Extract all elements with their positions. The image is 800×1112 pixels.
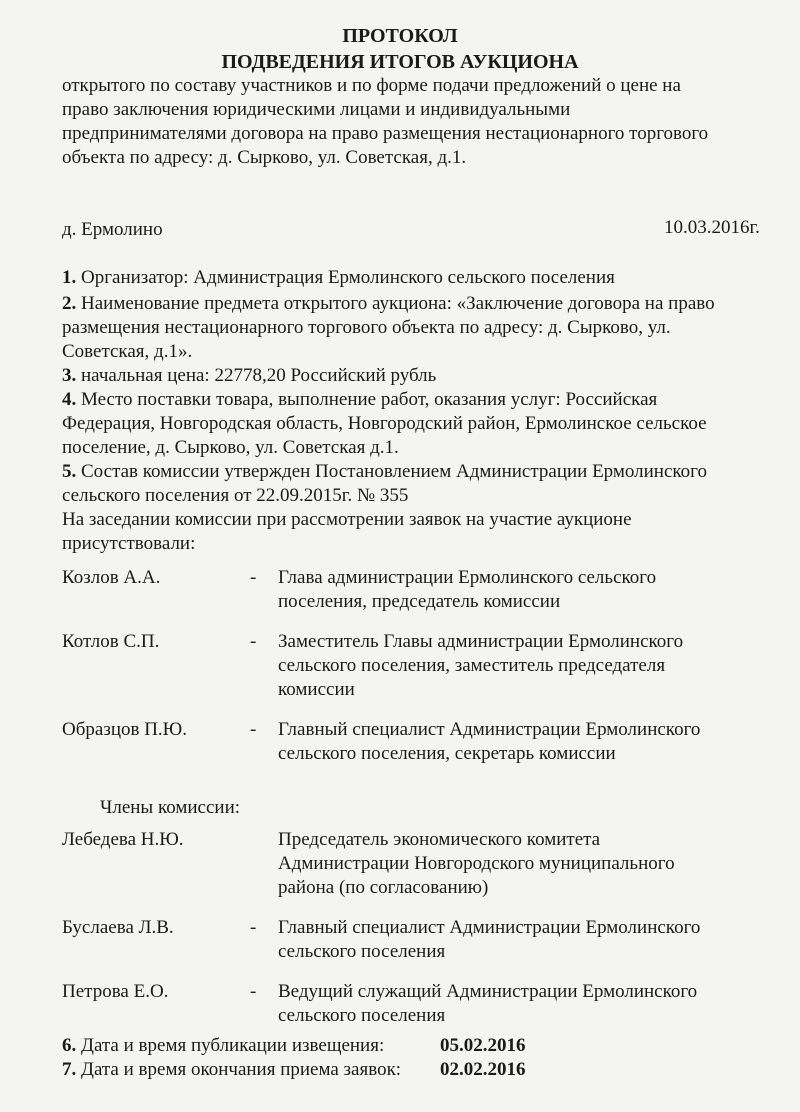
item-number: 3. bbox=[62, 365, 77, 386]
item-label: Дата и время публикации извещения: bbox=[76, 1035, 385, 1056]
item-text: Место поставки товара, выполнение работ, оказания услуг: Российская bbox=[76, 389, 658, 410]
member-role: Ведущий служащий Администрации Ермолинского bbox=[278, 981, 698, 1002]
item-label: Дата и время окончания приема заявок: bbox=[76, 1059, 402, 1080]
item-number: 1. bbox=[62, 267, 77, 288]
item-number: 4. bbox=[62, 389, 77, 410]
officer-role: Глава администрации Ермолинского сельского bbox=[278, 567, 657, 588]
item-text: Организатор: Администрация Ермолинского сельского поселения bbox=[76, 267, 615, 288]
officer-name: Котлов С.П. bbox=[62, 631, 160, 652]
description-line: предпринимателями договора на право размещения нестационарного торгового bbox=[62, 123, 709, 144]
item-number: 7. bbox=[62, 1059, 77, 1080]
officer-role: сельского поселения, секретарь комиссии bbox=[278, 743, 616, 764]
item-5-cont: сельского поселения от 22.09.2015г. № 355 bbox=[62, 485, 409, 506]
member-name: Лебедева Н.Ю. bbox=[62, 829, 184, 850]
members-heading: Члены комиссии: bbox=[100, 797, 241, 818]
member-dash: - bbox=[250, 981, 257, 1002]
item-number: 6. bbox=[62, 1035, 77, 1056]
member-role: сельского поселения bbox=[278, 1005, 446, 1026]
officer-role: поселения, председатель комиссии bbox=[278, 591, 561, 612]
doc-subtitle: ПОДВЕДЕНИЯ ИТОГОВ АУКЦИОНА bbox=[221, 51, 579, 73]
officer-role: Главный специалист Администрации Ермолинского bbox=[278, 719, 701, 740]
officer-dash: - bbox=[250, 567, 257, 588]
item-1 bbox=[62, 266, 615, 290]
officer-dash: - bbox=[250, 631, 257, 652]
member-role: района (по согласованию) bbox=[278, 877, 489, 898]
description-line: право заключения юридическими лицами и индивидуальными bbox=[62, 99, 571, 120]
item-2-cont: Советская, д.1». bbox=[62, 341, 193, 362]
member-role: Председатель экономического комитета bbox=[278, 829, 601, 850]
member-role: Главный специалист Администрации Ермолинского bbox=[278, 917, 701, 938]
doc-title: ПРОТОКОЛ bbox=[342, 25, 458, 47]
member-role: сельского поселения bbox=[278, 941, 446, 962]
item-4 bbox=[62, 388, 657, 412]
member-dash: - bbox=[250, 917, 257, 938]
item-4-cont: поселение, д. Сырково, ул. Советская д.1. bbox=[62, 437, 399, 458]
attendance-line: На заседании комиссии при рассмотрении заявок на участие аукционе bbox=[62, 509, 632, 530]
place-label: д. Ермолино bbox=[62, 219, 163, 240]
item-text: Состав комиссии утвержден Постановлением Администрации Ермолинского bbox=[76, 461, 707, 482]
item-5 bbox=[62, 460, 707, 484]
officer-name: Козлов А.А. bbox=[62, 567, 161, 588]
item-text: начальная цена: 22778,20 Российский рубль bbox=[76, 365, 437, 386]
publication-date: 05.02.2016 bbox=[440, 1035, 526, 1056]
member-role: Администрации Новгородского муниципального bbox=[278, 853, 675, 874]
officer-role: Заместитель Главы администрации Ермолинского bbox=[278, 631, 684, 652]
attendance-line: присутствовали: bbox=[62, 533, 196, 554]
item-2 bbox=[62, 292, 715, 316]
item-text: Наименование предмета открытого аукциона: «Заключение договора на право bbox=[76, 293, 715, 314]
item-2-cont: размещения нестационарного торгового объекта по адресу: д. Сырково, ул. bbox=[62, 317, 671, 338]
protocol-date: 10.03.2016г. bbox=[664, 217, 760, 238]
description-line: объекта по адресу: д. Сырково, ул. Советская, д.1. bbox=[62, 147, 467, 168]
item-6 bbox=[62, 1034, 384, 1058]
item-3 bbox=[62, 364, 436, 388]
item-4-cont: Федерация, Новгородская область, Новгородский район, Ермолинское сельское bbox=[62, 413, 707, 434]
officer-name: Образцов П.Ю. bbox=[62, 719, 187, 740]
description-line: открытого по составу участников и по форме подачи предложений о цене на bbox=[62, 75, 681, 96]
officer-dash: - bbox=[250, 719, 257, 740]
submission-deadline: 02.02.2016 bbox=[440, 1059, 526, 1080]
item-7 bbox=[62, 1058, 401, 1082]
officer-role: комиссии bbox=[278, 679, 355, 700]
item-number: 5. bbox=[62, 461, 77, 482]
item-number: 2. bbox=[62, 293, 77, 314]
member-name: Буслаева Л.В. bbox=[62, 917, 174, 938]
member-name: Петрова Е.О. bbox=[62, 981, 169, 1002]
officer-role: сельского поселения, заместитель председателя bbox=[278, 655, 666, 676]
